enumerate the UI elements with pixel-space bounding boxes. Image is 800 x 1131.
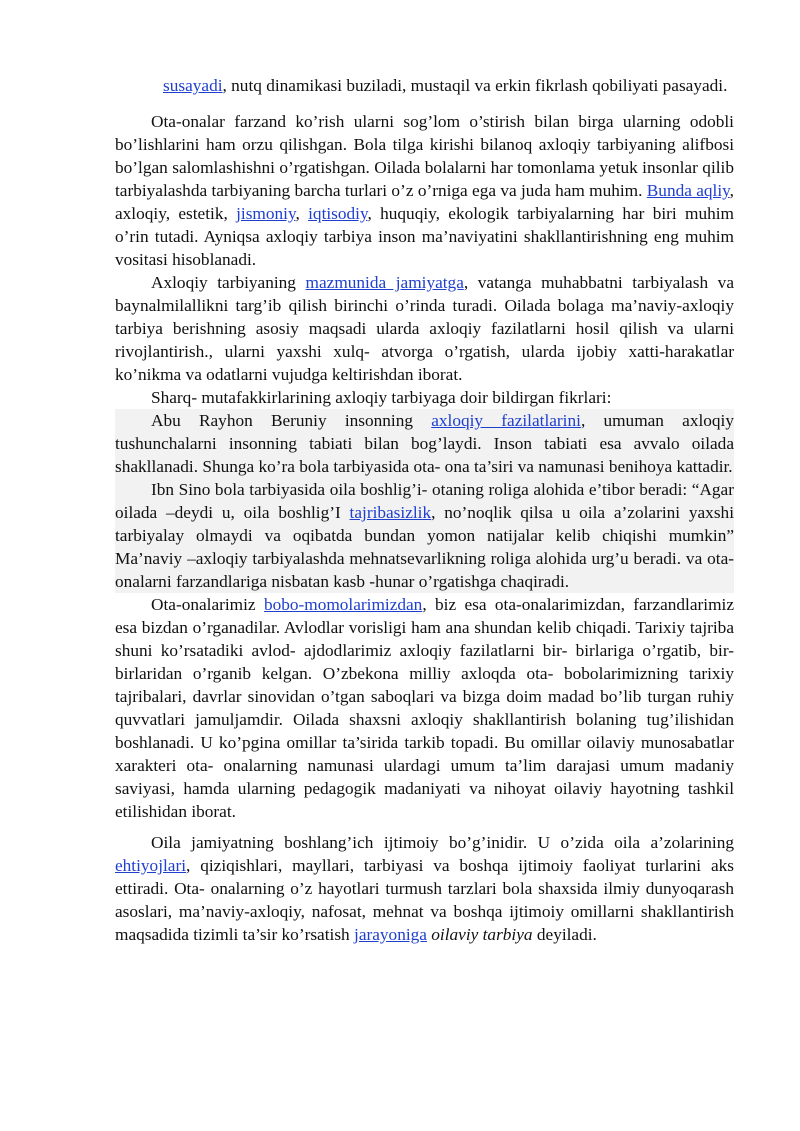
link-bunda-aqliy[interactable]: Bunda aqliy [646, 181, 730, 200]
text-segment: Axloqiy tarbiyaning [151, 273, 306, 292]
paragraph-ibn-sino [115, 478, 734, 593]
term-oilaviy-tarbiya: oilaviy tarbiya [431, 925, 533, 944]
paragraph-family-unit [115, 831, 734, 946]
link-susayadi[interactable]: susayadi [163, 76, 223, 95]
document-page [115, 74, 734, 946]
text-segment: , huquqiy, ekologik tarbiyalarning har biri muhim o’rin tutadi. Ayniqsa axloqiy tarbiya inson ma’naviyatini shakllantirishning eng muhim vositasi hisoblanadi. [115, 204, 734, 269]
paragraph-family-upbringing [115, 110, 734, 271]
text-segment: , [295, 204, 309, 223]
text-segment: deyiladi. [532, 925, 597, 944]
link-axloqiy-fazilatlarini[interactable]: axloqiy fazilatlarini [431, 411, 581, 430]
continued-fragment [115, 74, 734, 97]
text-segment: , no’noqlik qilsa u oila a’zolarini yaxshi tarbiyalay olmaydi va oqibatda bundan yomon natijalar kelib chiqishi mumkin” Ma’naviy –axloqiy tarbiyalashda mehnatsevarlikning roliga alohida urg’u beradi. va ota-onalarni farzandlariga nisbatan kasb -hunar o’rgatishga chaqiradi. [115, 503, 734, 591]
text-segment: , vatanga muhabbatni tarbiyalash va baynalmilallikni targ’ib qilish birinchi o’rinda turadi. Oilada bolaga ma’naviy-axloqiy tarbiya berishning asosiy maqsadi ularda axloqiy fazilatlarni hosil qilish va ularni rivojlantirish., ularni yaxshi xulq- atvorga o’rgatish, ularda ijobiy xatti-harakatlar ko’nikma va odatlarni vujudga keltirishdan iborat. [115, 273, 734, 384]
link-jismoniy[interactable]: jismoniy [236, 204, 296, 223]
link-tajribasizlik[interactable]: tajribasizlik [349, 503, 432, 522]
text-segment: Ibn Sino bola tarbiyasida oila boshlig’i- otaning roliga alohida e’tibor beradi: “Agar oilada –deydi u, oila boshlig’I [115, 480, 734, 522]
text-segment: Sharq- mutafakkirlarining axloqiy tarbiyaga doir bildirgan fikrlari: [151, 388, 612, 407]
text-segment: , biz esa ota-onalarimizdan, farzandlarimiz esa bizdan o’rganadilar. Avlodlar vorisligi ham ana shundan kelib chiqadi. Tarixiy tajriba shuni ko’rsatadiki avlod- ajdodlarimiz axloqiy fazilatlarni bir- birlariga o’rgatib, bir- birlaridan o’rganib kelgan. O’zbekona milliy axloqda ota- bobolarimizning tarixiy tajribalari, davrlar sinovidan o’tgan saboqlari va bizga doim madad bo’lib turgan ruhiy quvvatlari jamuljamdir. Oilada shaxsni axloqiy shakllantirish bolaning tug’ilishidan boshlanadi. U ko’pgina omillar ta’sirida tarkib topadi. Bu omillar oilaviy munosabatlar xarakteri ota- onalarning namunasi ulardagi umum ta’lim darajasi umum madaniy saviyasi, hamda ularning pedagogik madaniyati va nihoyat oilaviy hayotning tashkil etilishidan iborat. [115, 595, 734, 821]
link-ehtiyojlari[interactable]: ehtiyojlari [115, 856, 187, 875]
paragraph-beruniy [115, 409, 734, 478]
paragraph-generations [115, 593, 734, 823]
text-segment: Abu Rayhon Beruniy insonning [151, 411, 432, 430]
paragraph-moral-education [115, 271, 734, 386]
text-segment: Ota-onalar farzand ko’rish ularni sog’lom o’stirish bilan birga ularning odobli bo’lishlarini ham orzu qilishgan. Bola tilga kirishi bilanoq axloqiy tarbiyaning alifbosi bo’lgan salomlashishni o’rgatishgan. Oilada bolalarni har tomonlama yetuk insonlar qilib tarbiyalashda tarbiyaning barcha turlari o’z o’rniga ega va juda ham muhim. [115, 112, 734, 200]
text-segment: , qiziqishlari, mayllari, tarbiyasi va boshqa ijtimoiy faoliyat turlarini aks ettiradi. Ota- onalarning o’z hayotlari turmush tarzlari bola shaxsida ilmiy dunyoqarash asoslari, ma’naviy-axloqiy, nafosat, mehnat va boshqa ijtimoiy omillarni shakllantirish maqsadida tizimli ta’sir ko’rsatish [115, 856, 734, 944]
text-segment: Oila jamiyatning boshlang’ich ijtimoiy bo’g’inidir. U o’zida oila a’zolarining [151, 833, 734, 852]
text-segment: , umuman axloqiy tushunchalarni insonning tabiati bilan bog’laydi. Inson tabiati esa avvalo oilada shakllanadi. Shunga ko’ra bola tarbiyasida ota- ona ta’siri va namunasi benihoya kattadir. [115, 411, 734, 476]
link-iqtisodiy[interactable]: iqtisodiy [308, 204, 368, 223]
link-bobo-momolarimizdan[interactable]: bobo-momolarimizdan [263, 595, 423, 614]
text-segment: Ota-onalarimiz [151, 595, 264, 614]
text-segment: , axloqiy, estetik, [115, 181, 734, 223]
paragraph-eastern-thinkers [115, 386, 734, 409]
link-jarayoniga[interactable]: jarayoniga [354, 925, 427, 944]
text-segment: , nutq dinamikasi buziladi, mustaqil va erkin fikrlash qobiliyati pasayadi. [222, 76, 728, 95]
link-mazmunida-jamiyatga[interactable]: mazmunida jamiyatga [305, 273, 464, 292]
